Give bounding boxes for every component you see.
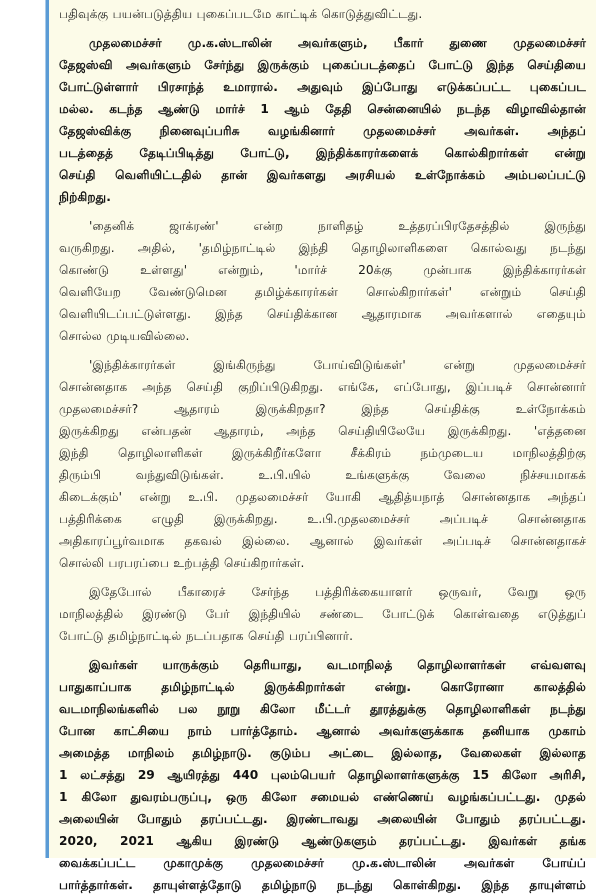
text-line: பதிவுக்கு பயன்படுத்திய புகைப்படமே காட்டிக் கொடுத்துவிட்டது. [59, 7, 423, 21]
text-line: சொல்ல முடியவில்லை. [59, 329, 190, 343]
text-line: இதேபோல் பீகாரைச் சேர்ந்த பத்திரிக்கையாளர் ஒருவர், வேறு ஒரு [89, 585, 586, 599]
text-line: திரும்பி வந்துவிடுங்கள். உ.பி.யில் உங்களுக்கு வேலை நிச்சயமாகக் [59, 468, 586, 482]
text-line: இந்தி தொழிலாளிகள் இருக்கிறீர்களோ சீக்கிரம் நம்முடைய மாநிலத்திற்கு [59, 446, 586, 460]
text-line: மாநிலத்தில் இரண்டு பேர் இந்தியில் சண்டை போட்டுக் கொள்வதை எடுத்துப் [59, 607, 586, 621]
text-line: 'தைனிக் ஜாக்ரண்' என்ற நாளிதழ் உத்தரப்பிரதேசத்தில் இருந்து [89, 219, 586, 233]
text-line: 1 கிலோ துவரம்பருப்பு, ஒரு கிலோ சமையல் எண்ணெய் வழங்கப்பட்டது. முதல் [59, 790, 586, 804]
text-line: படத்தைத் தேடிப்பிடித்து போட்டு, இந்திக்காரர்களைக் கொல்கிறார்கள் என்று [59, 146, 586, 160]
paragraph-2 [59, 32, 586, 208]
text-line: பத்திரிக்கை எழுதி இருக்கிறது. உ.பி.முதலமைச்சர் அப்படிச் சொன்னதாக [59, 512, 586, 526]
text-line: சொல்லி பரபரப்பை உற்பத்தி செய்கிறார்கள். [59, 556, 305, 570]
text-line: தேஜஸ்வி அவர்களும் சேர்ந்து இருக்கும் புகைப்படத்தைப் போட்டு இந்த செய்தியை [59, 58, 586, 72]
text-line: மல்ல. கடந்த ஆண்டு மார்ச் 1 ஆம் தேதி சென்னையில் நடந்த விழாவில்தான் [59, 102, 586, 116]
text-line: முதலமைச்சர் மு.க.ஸ்டாலின் அவர்களும், பீகார் துணை முதலமைச்சர் [89, 36, 586, 50]
text-line: அலையின் போதும் தரப்பட்டது. இரண்டாவது அலையின் போதும் தரப்பட்டது. [59, 812, 586, 826]
text-line: வைக்கப்பட்ட முகாமுக்கு முதலமைச்சர் மு.க.ஸ்டாலின் அவர்கள் போய்ப் [59, 856, 586, 870]
text-line: முதலமைச்சர்? ஆதாரம் இருக்கிறதா? இந்த செய்திக்கு உள்நோக்கம் [59, 402, 586, 416]
text-line: சொன்னதாக அந்த செய்தி குறிப்பிடுகிறது. எங்கே, எப்போது, இப்படிச் சொன்னார் [59, 380, 586, 394]
text-line: வெளியேற வேண்டுமென தமிழ்க்காரர்கள் சொல்கிறார்கள்' என்றும் செய்தி [59, 285, 586, 299]
text-line: செய்தி வெளியிட்டதில் தான் இவர்களது அரசியல் உள்நோக்கம் அம்பலப்பட்டு [59, 168, 586, 182]
text-line: அதிகாரப்பூர்வமாக தகவல் இல்லை. ஆனால் இவர்கள் அப்படிச் சொன்னதாகச் [59, 534, 586, 548]
text-line: 2020, 2021 ஆகிய இரண்டு ஆண்டுகளும் தரப்பட்டது. இவர்கள் தங்க [59, 834, 586, 848]
paragraph-4 [59, 354, 586, 574]
text-line: வருகிறது. அதில், 'தமிழ்நாட்டில் இந்தி தொழிலாளிகளை கொல்வது நடந்து [59, 241, 586, 255]
paragraph-3 [59, 215, 586, 347]
paragraph-6 [59, 654, 586, 896]
text-line: அமைத்த மாநிலம் தமிழ்நாடு. குடும்ப அட்டை இல்லாத, வேலைகள் இல்லாத [59, 746, 586, 760]
paragraph-5 [59, 581, 586, 647]
text-line: தேஜஸ்விக்கு நினைவுப்பரிசு வழங்கினார் முதலமைச்சர் அவர்கள். அந்தப் [59, 124, 586, 138]
text-line: வடமாநிலங்களில் பல நூறு கிலோ மீட்டர் தூரத்துக்கு தொழிலாளிகள் நடந்து [59, 702, 586, 716]
text-line: போன காட்சியை நாம் பார்த்தோம். ஆனால் அவர்களுக்காக தனியாக முகாம் [59, 724, 586, 738]
text-line: வெளியிடப்பட்டுள்ளது. இந்த செய்திக்கான ஆதாரமாக அவர்களால் எதையும் [59, 307, 586, 321]
paragraph-1 [59, 3, 586, 25]
text-line: பார்த்தார்கள். தாயுள்ளத்தோடு தமிழ்நாடு நடந்து கொள்கிறது. இந்த தாயுள்ளம் [59, 878, 586, 892]
text-line: இருக்கிறது என்பதன் ஆதாரம், அந்த செய்தியிலேயே இருக்கிறது. 'எத்தனை [59, 424, 586, 438]
text-line: 1 லட்சத்து 29 ஆயிரத்து 440 புலம்பெயர் தொழிலாளர்களுக்கு 15 கிலோ அரிசி, [59, 768, 586, 782]
text-line: கொண்டு உள்ளது' என்றும், 'மார்ச் 20க்கு முன்பாக இந்திக்காரர்கள் [59, 263, 586, 277]
text-line: 'இந்திக்காரர்கள் இங்கிருந்து போய்விடுங்கள்' என்று முதலமைச்சர் [89, 358, 586, 372]
text-line: நிற்கிறது. [59, 190, 111, 204]
text-line: பாதுகாப்பாக தமிழ்நாட்டில் இருக்கிறார்கள் என்று. கொரோனா காலத்தில் [59, 680, 586, 694]
text-line: கிடைக்கும்' என்று உ.பி. முதலமைச்சர் யோகி ஆதித்யநாத் சொன்னதாக அந்தப் [59, 490, 586, 504]
text-line: போட்டுள்ளார் பிரசாந்த் உமாரால். அதுவும் இப்போது எடுக்கப்பட்ட புகைப்பட [59, 80, 586, 94]
article-panel [46, 0, 596, 892]
text-line: இவர்கள் யாருக்கும் தெரியாது, வடமாநிலத் தொழிலாளர்கள் எவ்வளவு [89, 658, 586, 672]
text-line: போட்டு தமிழ்நாட்டில் நடப்பதாக செய்தி பரப்பினார். [59, 629, 354, 643]
